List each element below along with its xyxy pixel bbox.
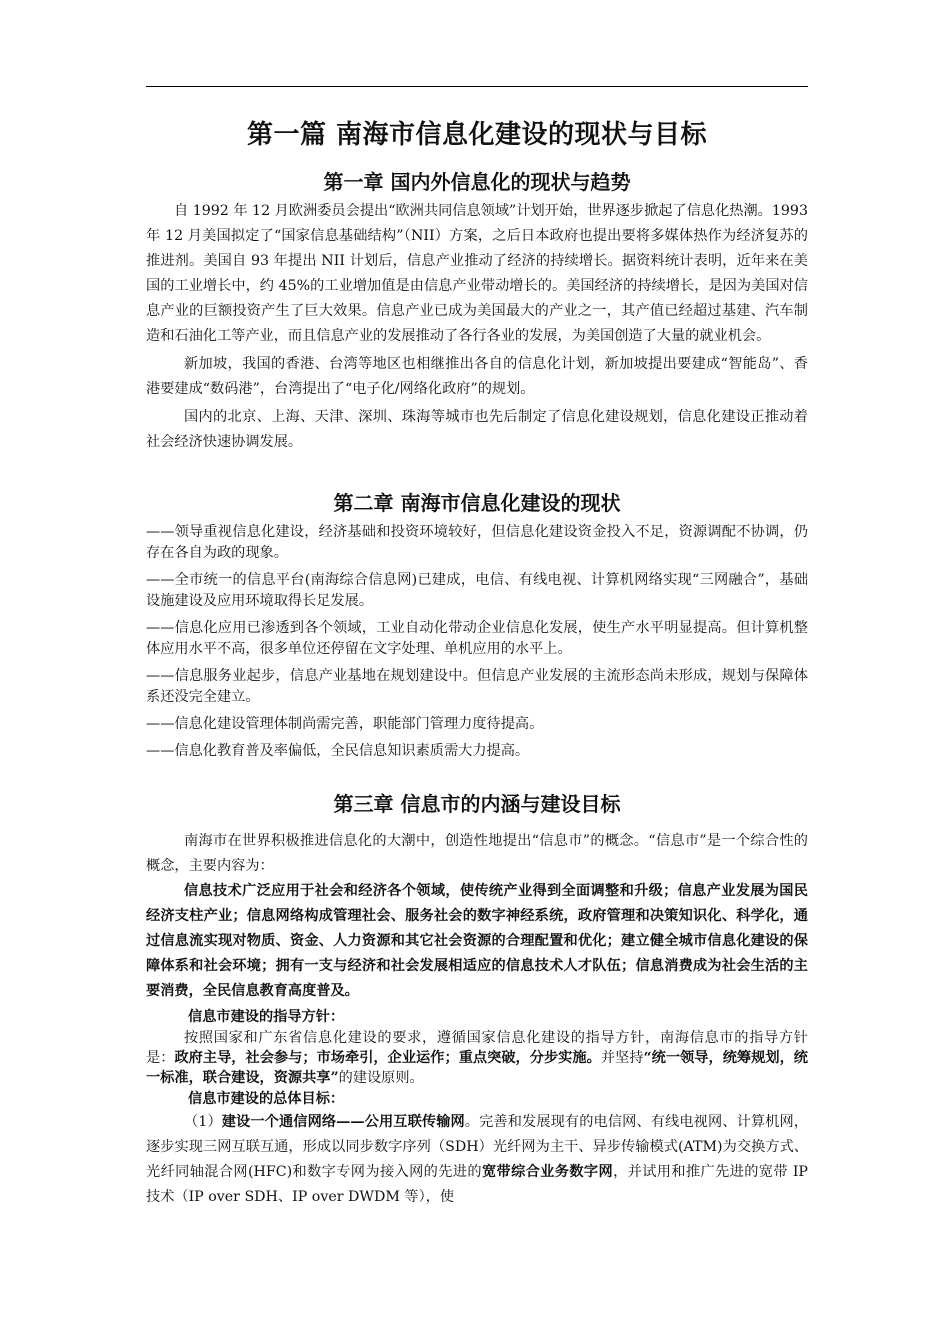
guideline-pre: 按照国家和广东省信息化建设的要求，遵循国家信息化建设的指导方针，南海信息市的指导方针是： [146,1030,808,1066]
chapter3-title: 第三章 信息市的内涵与建设目标 [333,792,621,816]
chapter3-definition [146,879,808,1004]
chapter2-item-2: ——全市统一的信息平台(南海综合信息网)已建成，电信、有线电视、计算机网络实现“三网融合”，基础设施建设及应用环境取得长足发展。 [146,572,808,609]
chapter2-item-3: ——信息化应用已渗透到各个领域，工业自动化带动企业信息化发展，使生产水平明显提高。但计算机整体应用水平不高，很多单位还停留在文字处理、单机应用的水平上。 [146,620,808,657]
goal-1-number: （1） [184,1114,222,1130]
chapter1-title: 第一章 国内外信息化的现状与趋势 [323,170,631,194]
chapter3-bold-paragraph: 信息技术广泛应用于社会和经济各个领域，使传统产业得到全面调整和升级；信息产业发展为国民经济支柱产业；信息网络构成管理社会、服务社会的数字神经系统，政府管理和决策知识化、科学化，通过信息流实现对物质、资金、人力资源和其它社会资源的合理配置和优化；建立健全城市信息化建设的保障体系和社会环境；拥有一支与经济和社会发展相适应的信息技术人才队伍；信息消费成为社会生活的主要消费，全民信息教育高度普及。 [146,883,808,999]
goal-1-paragraph [146,1110,808,1210]
guideline-mid: 并坚持 [600,1050,644,1066]
chapter1-paragraph-2: 新加坡，我国的香港、台湾等地区也相继推出各自的信息化计划，新加坡提出要建成“智能岛”、香港要建成“数码港”，台湾提出了“电子化/网络化政府”的规划。 [146,356,808,397]
guideline-bold-2: “统一领导，统筹规划，统一标准，联合建设，资源共享” [146,1050,808,1086]
chapter2-title: 第二章 南海市信息化建设的现状 [333,491,621,515]
chapter1-paragraph-3: 国内的北京、上海、天津、深圳、珠海等城市也先后制定了信息化建设规划，信息化建设正推动着社会经济快速协调发展。 [146,409,808,450]
chapter2-item-5: ——信息化建设管理体制尚需完善，职能部门管理力度待提高。 [146,716,544,732]
chapter1-paragraph-1: 自 1992 年 12 月欧洲委员会提出“欧洲共同信息领域”计划开始，世界逐步掀起了信息化热潮。1993 年 12 月美国拟定了“国家信息基础结构”（NII）方案，之后日本政府也提出要将多媒体热作为经济复苏的推进剂。美国自 93 年提出 NII 计划后，信息产业推动了经济的持续增长。据资料统计表明，近年来在美国的工业增长中，约 45%的工业增加值是由信息产业带动增长的。美国经济的持续增长，是因为美国对信息产业的巨额投资产生了巨大效果。信息产业已成为美国最大的产业之一，其产值已经超过基建、汽车制造和石油化工等产业，而且信息产业的发展推动了各行各业的发展，为美国创造了大量的就业机会。 [146,203,808,344]
goal-label: 信息市建设的总体目标： [188,1091,345,1107]
chapter1-section [146,166,808,455]
guideline-post: 的建设原则。 [338,1070,424,1086]
guideline-bold-1: 政府主导，社会参与；市场牵引，企业运作；重点突破，分步实施。 [174,1050,601,1066]
header-rule [146,86,808,87]
guideline-paragraph [146,1028,808,1088]
goal-1-text-b: ，并试用和推广先进的宽带 IP 技术（IP over SDH、IP over DWDM 等），使 [146,1164,808,1205]
chapter3-section [146,788,808,1210]
guideline-label: 信息市建设的指导方针： [188,1009,345,1025]
chapter2-item-6: ——信息化教育普及率偏低，全民信息知识素质需大力提高。 [146,743,530,759]
goal-1-bold-2: 宽带综合业务数字网 [481,1164,614,1180]
chapter2-section [146,487,808,762]
chapter3-intro: 南海市在世界积极推进信息化的大潮中，创造性地提出“信息市”的概念。“信息市”是一个综合性的概念，主要内容为： [146,833,808,874]
goal-1-text-a: 。完善和发展现有的电信网、有线电视网、计算机网，逐步实现三网互联互通，形成以同步数字序列（SDH）光纤网为主干、异步传输模式(ATM)为交换方式、光纤同轴混合网(HFC)和数字专网为接入网的先进的 [146,1114,808,1180]
goal-1-bold: 建设一个通信网络——公用互联传输网 [221,1114,465,1130]
part-title: 第一篇 南海市信息化建设的现状与目标 [246,120,708,150]
chapter2-item-1: ——领导重视信息化建设，经济基础和投资环境较好，但信息化建设资金投入不足，资源调配不协调，仍存在各自为政的现象。 [146,524,808,561]
chapter2-item-4: ——信息服务业起步，信息产业基地在规划建设中。但信息产业发展的主流形态尚未形成，规划与保障体系还没完全建立。 [146,668,808,705]
